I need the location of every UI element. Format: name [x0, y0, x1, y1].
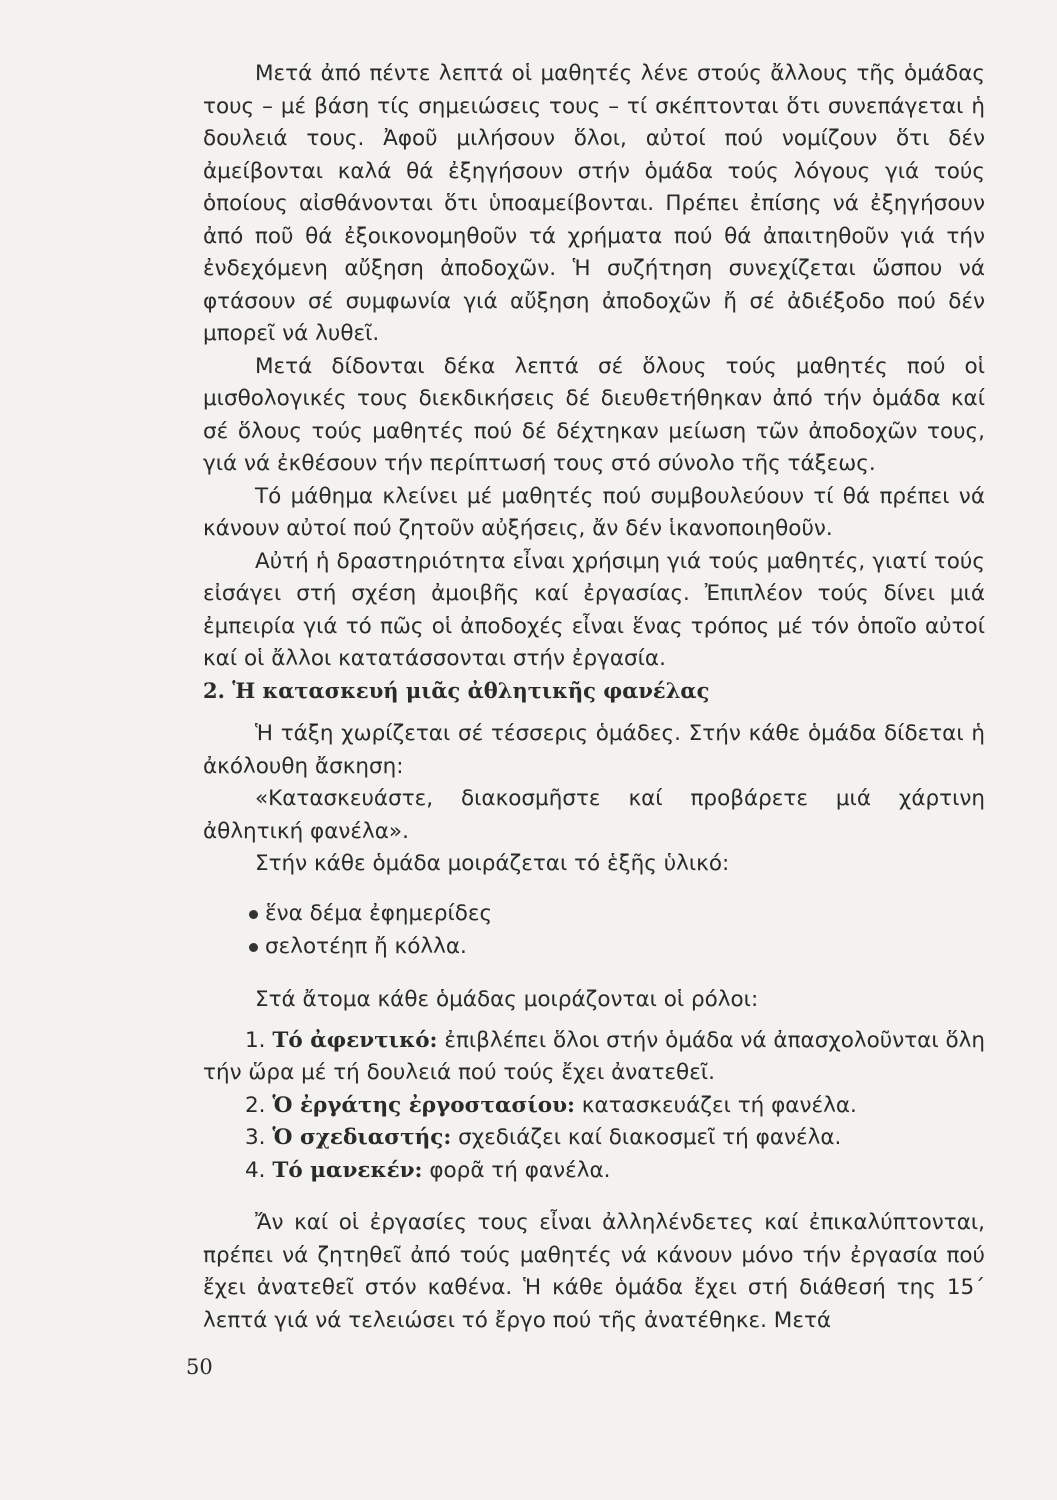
material-item: ἕνα δέμα ἐφημερίδες — [265, 901, 493, 926]
role-title: Τό ἀφεντικό: — [272, 1027, 438, 1053]
paragraph-activity-usefulness: Αὐτή ἡ δραστηριότητα εἶναι χρήσιμη γιά τούς μαθητές, γιατί τούς εἰσάγει στή σχέση ἀμοιβῆς καί ἐργασίας. Ἐπιπλέον τούς δίνει μιά ἐμπειρία γιά τό πῶς οἱ ἀποδοχές εἶναι ἕνας τρόπος μέ τόν ὁποῖο αὐτοί καί οἱ ἄλλοι κατατάσσονται στήν ἐργασία. — [203, 548, 985, 671]
section-intro: Ἡ τάξη χωρίζεται σέ τέσσερις ὁμάδες. Στήν κάθε ὁμάδα δίδεται ἡ ἀκόλουθη ἄσκηση: — [203, 721, 985, 779]
roles-block — [203, 984, 985, 1187]
exercise-quote: «Κατασκευάστε, διακοσμῆστε καί προβάρετε μιά χάρτινη ἀθλητική φανέλα». — [203, 786, 985, 844]
role-number: 2. — [245, 1092, 266, 1118]
page-number: 50 — [186, 1355, 213, 1379]
roles-intro: Στά ἄτομα κάθε ὁμάδας μοιράζονται οἱ ρόλοι: — [255, 987, 759, 1012]
role-description: φορᾶ τή φανέλα. — [429, 1157, 611, 1183]
role-description: ἐπιβλέπει ὅλοι στήν ὁμάδα νά ἀπασχολοῦνται ὅλη τήν ὥρα μέ τή δουλειά πού τούς ἔχει ἀνατεθεῖ. — [203, 1027, 985, 1085]
paragraph-ten-minutes: Μετά δίδονται δέκα λεπτά σέ ὅλους τούς μαθητές πού οἱ μισθολογικές τους διεκδικήσεις δέ διευθετήθηκαν ἀπό τήν ὁμάδα καί σέ ὅλους τούς μαθητές πού δέ δέχτηκαν μείωση τῶν ἀποδοχῶν τους, γιά νά ἐκθέσουν τήν περίπτωσή τους στό σύνολο τῆς τάξεως. — [203, 353, 985, 476]
role-title: Ὁ ἐργάτης ἐργοστασίου: — [272, 1092, 575, 1118]
section-body — [203, 718, 985, 881]
materials-intro: Στήν κάθε ὁμάδα μοιράζεται τό ἑξῆς ὑλικό: — [255, 851, 730, 876]
role-title: Ὁ σχεδιαστής: — [272, 1125, 452, 1150]
top-text-block — [203, 58, 985, 676]
role-number: 3. — [245, 1125, 266, 1150]
paragraph-lesson-close: Τό μάθημα κλείνει μέ μαθητές πού συμβουλεύουν τί θά πρέπει νά κάνουν αὐτοί πού ζητοῦν αὐξήσεις, ἄν δέν ἱκανοποιηθοῦν. — [203, 483, 985, 541]
role-item — [203, 1025, 985, 1090]
role-description: σχεδιάζει καί διακοσμεῖ τή φανέλα. — [458, 1125, 842, 1150]
closing-block — [203, 1207, 985, 1337]
materials-block — [203, 898, 985, 963]
material-item: σελοτέηπ ἤ κόλλα. — [265, 933, 467, 959]
role-description: κατασκευάζει τή φανέλα. — [581, 1092, 857, 1118]
section-heading: 2. Ἡ κατασκευή μιᾶς ἀθλητικῆς φανέλας — [203, 678, 710, 703]
role-title: Τό μανεκέν: — [272, 1157, 423, 1183]
role-number: 4. — [245, 1157, 266, 1183]
materials-list — [203, 898, 985, 963]
paragraph-group-discussion: Μετά ἀπό πέντε λεπτά οἱ μαθητές λένε στούς ἄλλους τῆς ὁμάδας τους – μέ βάση τίς σημειώσεις τους – τί σκέπτονται ὅτι συνεπάγεται ἡ δουλειά τους. Ἀφοῦ μιλήσουν ὅλοι, αὐτοί πού νομίζουν ὅτι δέν ἀμείβονται καλά θά ἐξηγήσουν στήν ὁμάδα τούς λόγους γιά τούς ὁποίους αἰσθάνονται ὅτι ὑποαμείβονται. Πρέπει ἐπίσης νά ἐξηγήσουν ἀπό ποῦ θά ἐξοικονομηθοῦν τά χρήματα πού θά ἀπαιτηθοῦν γιά τήν ἐνδεχόμενη αὔξηση ἀποδοχῶν. Ἡ συζήτηση συνεχίζεται ὥσπου νά φτάσουν σέ συμφωνία γιά αὔξηση ἀποδοχῶν ἤ σέ ἀδιέξοδο πού δέν μπορεῖ νά λυθεῖ. — [203, 61, 985, 346]
list-item — [203, 931, 985, 964]
list-item — [203, 898, 985, 931]
role-item — [203, 1155, 985, 1188]
role-number: 1. — [245, 1027, 266, 1053]
role-item — [203, 1122, 985, 1155]
role-item — [203, 1090, 985, 1123]
closing-paragraph: Ἄν καί οἱ ἐργασίες τους εἶναι ἀλληλένδετες καί ἐπικαλύπτονται, πρέπει νά ζητηθεῖ ἀπό τούς μαθητές νά κάνουν μόνο τήν ἐργασία πού ἔχει ἀνατεθεῖ στόν καθένα. Ἡ κάθε ὁμάδα ἔχει στή διάθεσή της 15΄ λεπτά γιά νά τελειώσει τό ἔργο πού τῆς ἀνατέθηκε. Μετά — [203, 1210, 985, 1333]
